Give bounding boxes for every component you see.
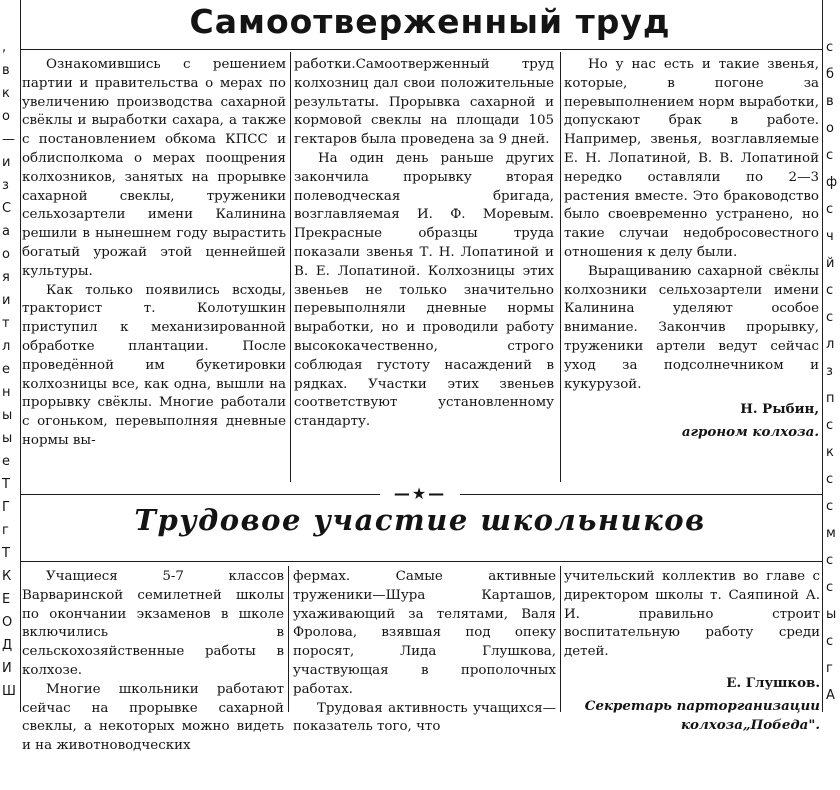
article2-paragraph: Трудовая активность учащихся—показатель того, что	[293, 700, 556, 735]
article2-paragraph: фермах. Самые активные труженики—Шура Карташов, ухаживающий за телятами, Валя Фролова, взявшая под опеку поросят, Лида Глушкова, участвующая в прополочных работах.	[293, 569, 556, 697]
margin-fragment: с	[826, 283, 834, 298]
margin-fragment: ы	[826, 607, 837, 622]
section-rule	[460, 494, 822, 495]
margin-fragment: л	[826, 337, 835, 352]
margin-fragment: —	[2, 132, 15, 147]
margin-fragment: ы	[2, 431, 13, 446]
margin-fragment: к	[826, 445, 834, 460]
article2-signature: Е. Глушков.	[726, 674, 820, 691]
margin-fragment: з	[2, 178, 9, 193]
right-margin-fragments	[822, 0, 840, 790]
margin-fragment: с	[826, 418, 834, 433]
margin-fragment: с	[826, 580, 834, 595]
margin-fragment: ч	[826, 229, 834, 244]
margin-fragment: г	[2, 523, 9, 538]
section-rule	[20, 494, 380, 495]
margin-fragment: м	[826, 526, 836, 541]
article2-signature-role: колхоза„Победа".	[680, 716, 820, 733]
margin-fragment: ы	[2, 408, 13, 423]
margin-fragment: С	[2, 201, 12, 216]
article2-headline: Трудовое участие школьников	[134, 503, 706, 537]
margin-fragment: я	[2, 270, 10, 285]
margin-fragment: с	[826, 553, 834, 568]
article2-column-2	[293, 568, 556, 737]
margin-fragment: л	[2, 339, 11, 354]
column-rule	[288, 566, 289, 712]
margin-fragment: А	[826, 688, 835, 703]
margin-fragment: з	[826, 364, 833, 379]
margin-fragment: с	[826, 148, 834, 163]
article1-column-3	[564, 56, 819, 442]
right-column-rule	[822, 0, 823, 712]
headline-rule	[20, 49, 822, 50]
margin-fragment: й	[826, 256, 835, 271]
margin-fragment: о	[826, 121, 834, 136]
margin-fragment: п	[826, 391, 835, 406]
margin-fragment: К	[2, 569, 12, 584]
article1-column-1	[22, 56, 286, 451]
margin-fragment: и	[2, 155, 11, 170]
margin-fragment: о	[2, 109, 10, 124]
article2-column-3	[564, 568, 820, 734]
margin-fragment: Т	[2, 546, 10, 561]
margin-fragment: в	[826, 94, 834, 109]
headline-rule	[20, 561, 822, 562]
article1-paragraph: Ознакомившись с решением партии и правительства о мерах по увеличению производства сахарной свёклы и выработки сахара, а также с постановлением обкома КПСС и облисполкома о мерах поощрения колхозников, занятых на прорывке сахарной свеклы, труженики сельхозартели имени Калинина решили в нынешнем году вырастить богатый урожай этой ценнейшей культуры.	[22, 57, 286, 279]
column-rule	[560, 566, 561, 712]
margin-fragment: т	[2, 316, 10, 331]
article1-paragraph: На один день раньше других закончила прорывку вторая полеводческая бригада, возглавляемая И. Ф. Моревым. Прекрасные образцы труда показали звенья Т. Н. Лопатиной и В. Е. Лопатиной. Колхозницы этих звеньев не только значительно перевыполняли дневные нормы выработки, но и проводили работу высококачественно, строго соблюдая густоту насаждений в рядках. Участки этих звеньев соответствуют установленному стандарту.	[294, 150, 554, 430]
star-separator: —★—	[393, 484, 447, 503]
margin-fragment: с	[826, 202, 834, 217]
article1-paragraph: Как только появились всходы, тракторист т. Колотушкин приступил к механизированной обработке плантации. После проведённой им букетировки колхозницы все, как одна, вышли на прорывку свёклы. Многие работали с огоньком, перевыполняя дневные нормы вы-	[22, 282, 286, 448]
margin-fragment: с	[826, 499, 834, 514]
article1-paragraph: работки.Самоотверженный труд колхозниц дал свои положительные результаты. Прорывка сахарной и кормовой свеклы на площади 105 гектаров была проведена за 9 дней.	[294, 57, 554, 148]
margin-fragment: е	[2, 362, 10, 377]
article2-column-1	[22, 568, 284, 756]
article1-paragraph: Выращиванию сахарной свёклы колхозники сельхозартели имени Калинина уделяют особое внимание. Закончив прорывку, труженики артели ведут сейчас уход за подсолнечником и кукурузой.	[564, 263, 819, 392]
column-rule	[290, 52, 291, 482]
margin-fragment: в	[2, 63, 10, 78]
margin-fragment: с	[826, 634, 834, 649]
margin-fragment: е	[2, 454, 10, 469]
margin-fragment: с	[826, 40, 834, 55]
margin-fragment: о	[2, 247, 10, 262]
margin-fragment: к	[2, 86, 10, 101]
article1-signature-role: агроном колхоза.	[681, 424, 819, 441]
margin-fragment: ф	[826, 175, 838, 190]
article2-paragraph: Учащиеся 5-7 классов Варваринской семилетней школы по окончании экзаменов в школе включились в сельскохозяйственные работы в колхозе.	[22, 569, 284, 678]
article2-paragraph: Многие школьники работают сейчас на прорывке сахарной свеклы, а некоторых можно видеть и на животноводческих	[22, 681, 284, 754]
margin-fragment: Ш	[2, 684, 16, 699]
margin-fragment: н	[2, 385, 11, 400]
left-margin-fragments	[0, 0, 21, 712]
margin-fragment: а	[2, 224, 10, 239]
margin-fragment: Д	[2, 638, 13, 653]
margin-fragment: Т	[2, 477, 10, 492]
article1-column-2	[294, 56, 554, 432]
margin-fragment: и	[2, 293, 11, 308]
margin-fragment: Г	[2, 500, 10, 515]
margin-fragment: И	[2, 661, 12, 676]
margin-fragment: б	[826, 67, 835, 82]
article2-signature-role: Секретарь парторганизации	[584, 697, 820, 714]
article1-headline: Самоотверженный труд	[189, 2, 671, 41]
article1-signature: Н. Рыбин,	[740, 401, 819, 418]
margin-fragment: Е	[2, 592, 11, 607]
article2-paragraph: учительский коллектив во главе с директором школы т. Саяпиной А. И. правильно строит воспитательную работу среди детей.	[564, 569, 820, 660]
article1-paragraph: Но у нас есть и такие звенья, которые, в погоне за перевыполнением норм выработки, допускают брак в работе. Например, звенья, возглавляемые Е. Н. Лопатиной, В. В. Лопатиной нередко оставляли по 2—3 растения вместе. Это браководство было своевременно устранено, но такие случаи недобросовестного отношения к делу были.	[564, 57, 819, 260]
margin-fragment: с	[826, 310, 834, 325]
margin-fragment: с	[826, 472, 834, 487]
column-rule	[560, 52, 561, 482]
margin-fragment: г	[826, 661, 833, 676]
margin-fragment: О	[2, 615, 13, 630]
margin-fragment: ,	[2, 40, 7, 55]
